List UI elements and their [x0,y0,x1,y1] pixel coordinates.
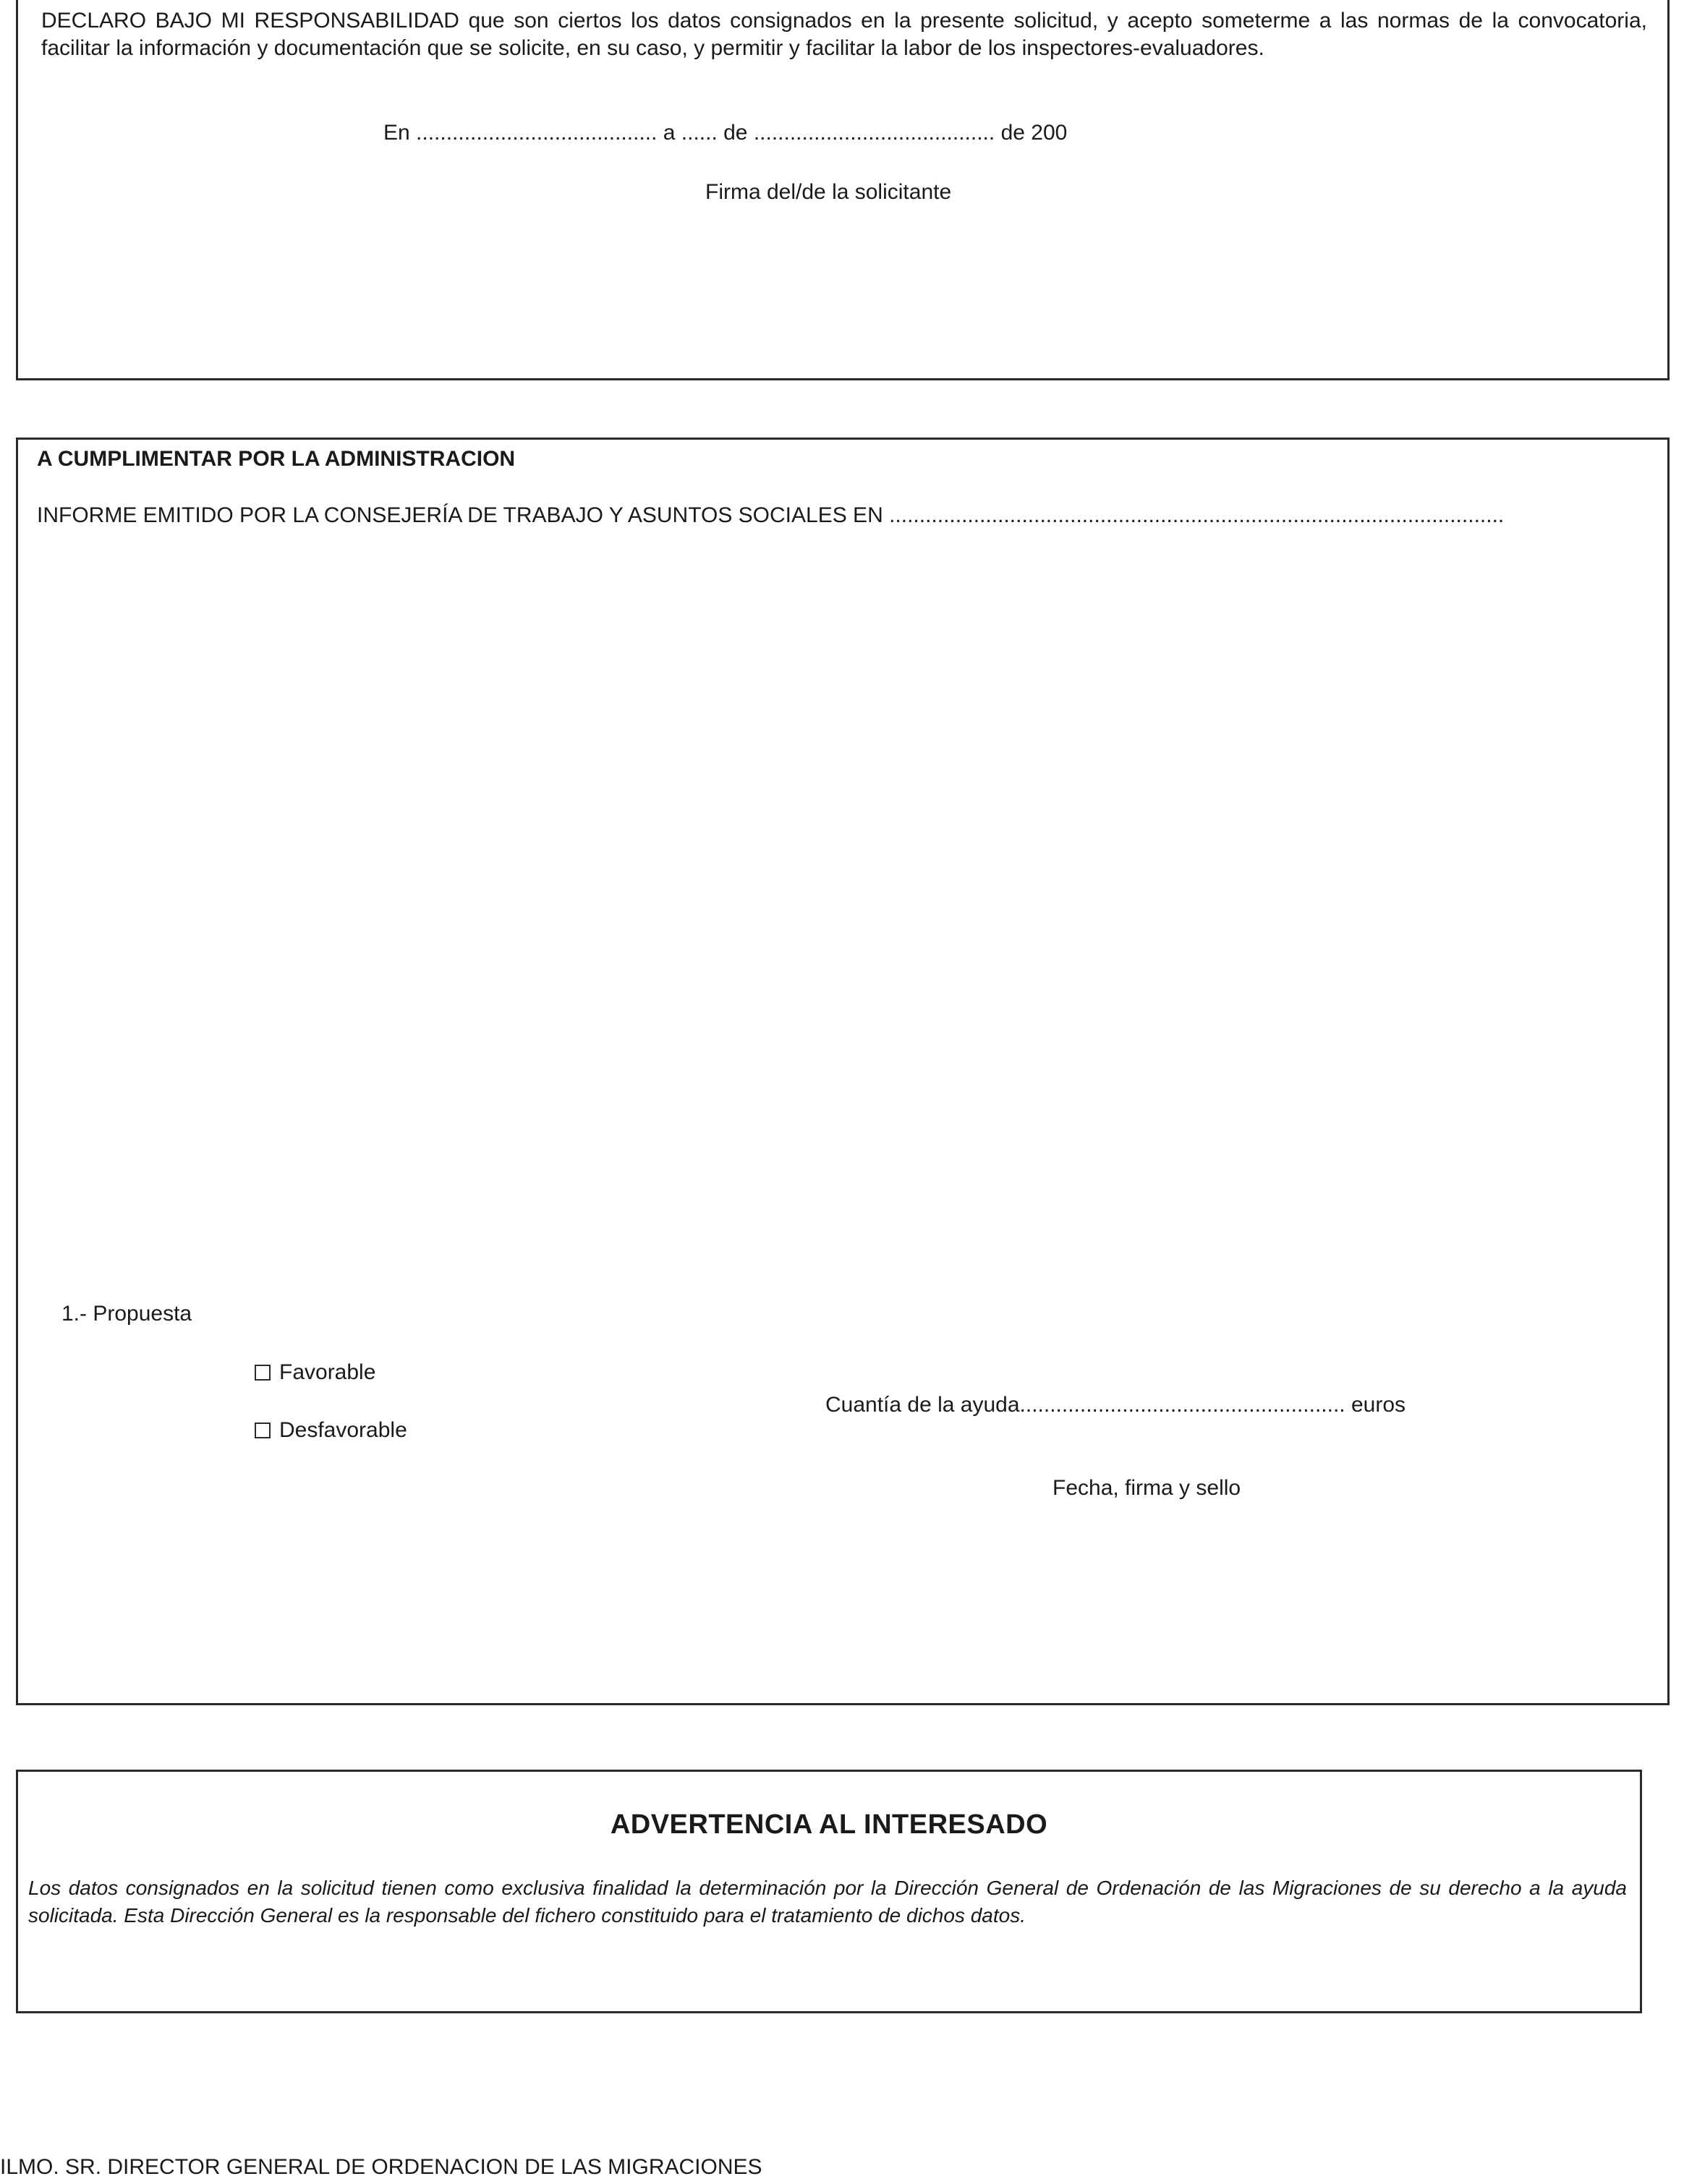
administration-box [16,438,1670,1705]
place-date-line[interactable]: En ........................................ a ...... de ........................................ de 200 [383,121,1068,145]
date-signature-stamp-label: Fecha, firma y sello [1052,1476,1241,1500]
declaration-text: DECLARO BAJO MI RESPONSABILIDAD que son ciertos los datos consignados en la presente solicitud, y acepto someterme a las normas de la convocatoria, facilitar la información y documentación que se solicite, en su caso, y permitir y facilitar la labor de los inspectores-evaluadores. [41,9,1647,60]
applicant-signature-label: Firma del/de la solicitante [705,180,952,204]
desfavorable-label: Desfavorable [279,1418,407,1442]
favorable-label: Favorable [279,1360,376,1384]
advertencia-text: Los datos consignados en la solicitud tienen como exclusiva finalidad la determinación por la Dirección General de Ordenación de las Migraciones de su derecho a la ayuda solicitada. Esta Dirección General es la responsable del fichero constituido para el tratamiento de dichos datos. [28,1877,1627,1927]
addressee-footer: ILMO. SR. DIRECTOR GENERAL DE ORDENACION DE LAS MIGRACIONES [0,2155,762,2179]
advertencia-box [16,1770,1642,2013]
declaration-box [16,0,1670,380]
advertencia-title: ADVERTENCIA AL INTERESADO [610,1809,1048,1840]
desfavorable-option[interactable] [255,1418,407,1443]
informe-field[interactable]: INFORME EMITIDO POR LA CONSEJERÍA DE TRABAJO Y ASUNTOS SOCIALES EN ...................................................................................................... [37,503,1505,527]
favorable-checkbox[interactable] [255,1365,271,1381]
aid-amount-field[interactable]: Cuantía de la ayuda...................................................... euros [825,1393,1406,1417]
propuesta-label: 1.- Propuesta [61,1302,192,1326]
desfavorable-checkbox[interactable] [255,1422,271,1438]
administration-title: A CUMPLIMENTAR POR LA ADMINISTRACION [37,447,516,471]
favorable-option[interactable] [255,1360,375,1385]
